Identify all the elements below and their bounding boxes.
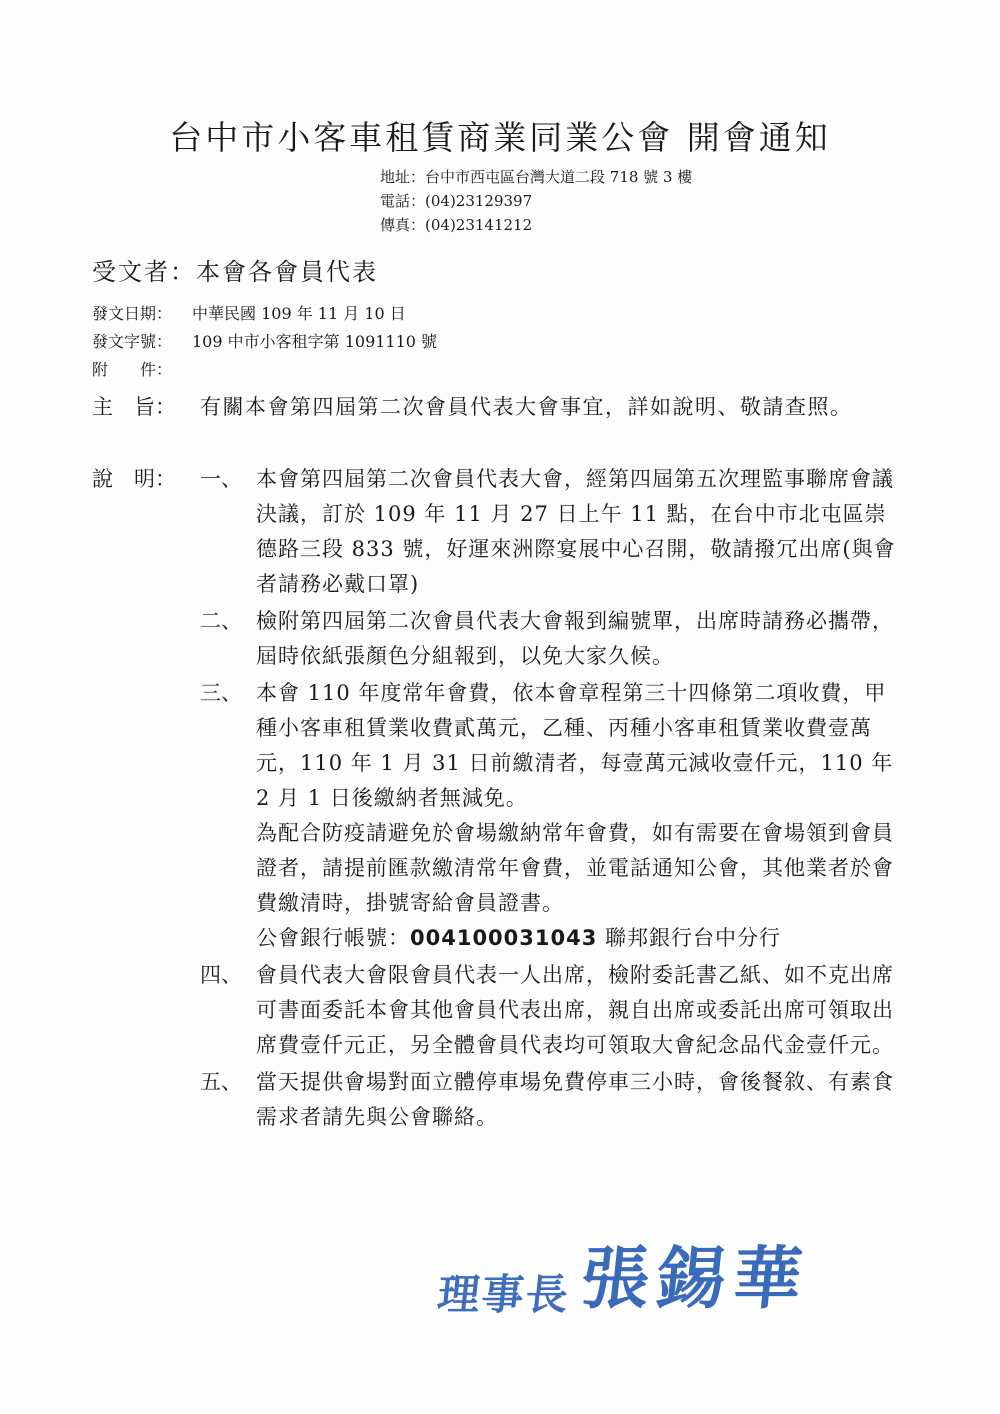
issue-meta	[92, 300, 437, 384]
document-title: 台中市小客車租賃商業同業公會 開會通知	[169, 118, 831, 157]
bank-name: 聯邦銀行台中分行	[597, 926, 782, 950]
issue-date-row	[92, 300, 437, 328]
item-paragraph: 本會第四屆第二次會員代表大會，經第四屆第五次理監事聯席會議決議，訂於 109 年 11 月 27 日上午 11 點，在台中市北屯區崇德路三段 833 號，好運來洲際宴展中心召開，敬請撥冗出席(與會者請務必戴口罩)	[256, 467, 896, 596]
item-paragraph: 檢附第四屆第二次會員代表大會報到編號單，出席時請務必攜帶，屆時依紙張顏色分組報到，以免大家久候。	[256, 609, 894, 668]
item-number: 一、	[200, 467, 242, 491]
item-number: 三、	[200, 681, 242, 705]
contact-fax: 傳真：(04)23141212	[380, 216, 533, 234]
bank-account-number: 004100031043	[410, 926, 598, 950]
item-paragraph: 為配合防疫請避免於會場繳納常年會費，如有需要在會場領到會員證者，請提前匯款繳清常年會費，並電話通知公會，其他業者於會費繳清時，掛號寄給會員證書。	[256, 821, 894, 915]
subject-block	[92, 390, 907, 425]
explanation-items	[200, 462, 905, 1137]
explanation-item-5	[200, 1065, 905, 1135]
attachment-label: 附 件：	[92, 360, 173, 379]
subject-label: 主 旨：	[92, 395, 176, 419]
recipient-line: 受文者：本會各會員代表	[92, 258, 378, 286]
issue-date-value: 中華民國 109 年 11 月 10 日	[192, 304, 406, 323]
issue-number-row	[92, 328, 437, 356]
attachment-row	[92, 356, 437, 384]
contact-phone: 電話：(04)23129397	[380, 192, 533, 210]
item-paragraph: 會員代表大會限會員代表一人出席，檢附委託書乙紙、如不克出席可書面委託本會其他會員代表出席，親自出席或委託出席可領取出席費壹仟元正，另全體會員代表均可領取大會紀念品代金壹仟元。	[256, 963, 894, 1057]
item-number: 五、	[200, 1070, 242, 1094]
signature-name: 張錫華	[577, 1240, 814, 1319]
signature-title: 理事長	[435, 1270, 573, 1319]
bank-prefix: 公會銀行帳號：	[256, 926, 410, 950]
bank-account-line	[256, 921, 905, 956]
explanation-item-4	[200, 958, 905, 1063]
contact-block	[380, 165, 692, 237]
explanation-label: 說 明：	[92, 467, 176, 491]
explanation-item-1	[200, 462, 905, 602]
item-number: 二、	[200, 609, 242, 633]
item-paragraph: 本會 110 年度常年會費，依本會章程第三十四條第二項收費，甲種小客車租賃業收費貳萬元，乙種、丙種小客車租賃業收費壹萬元，110 年 1 月 31 日前繳清者，每壹萬元減收壹仟元，110 年 2 月 1 日後繳納者無減免。	[256, 681, 894, 810]
issue-number-label: 發文字號：	[92, 332, 173, 351]
explanation-item-2	[200, 604, 905, 674]
item-paragraph: 當天提供會場對面立體停車場免費停車三小時，會後餐敘、有素食需求者請先與公會聯絡。	[256, 1070, 894, 1129]
issue-number-value: 109 中市小客租字第 1091110 號	[192, 332, 438, 351]
contact-address: 地址：台中市西屯區台灣大道二段 718 號 3 樓	[380, 168, 693, 186]
explanation-item-3	[200, 676, 905, 956]
item-number: 四、	[200, 963, 242, 987]
subject-text: 有關本會第四屆第二次會員代表大會事宜，詳如說明、敬請查照。	[200, 395, 853, 419]
issue-date-label: 發文日期：	[92, 304, 173, 323]
chairman-signature-stamp	[435, 1225, 815, 1322]
